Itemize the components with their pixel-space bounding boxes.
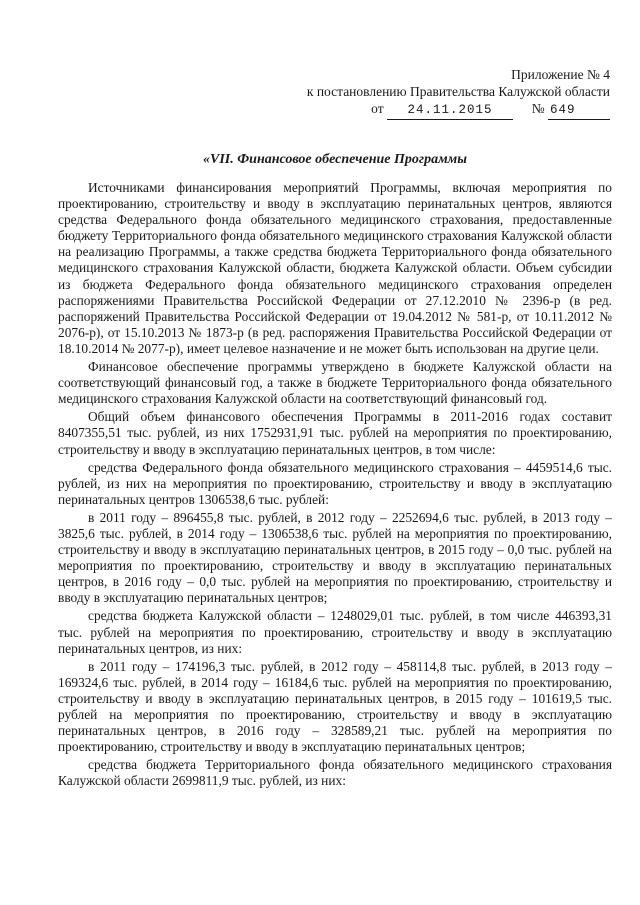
appendix-header (250, 66, 610, 120)
section-body (58, 180, 612, 791)
appendix-label: Приложение № 4 (511, 67, 610, 82)
section-title: «VII. Финансовое обеспечение Программы (203, 152, 467, 167)
resolution-number: 649 (548, 102, 610, 120)
paragraph-budget-approval: Финансовое обеспечение программы утверждено в бюджете Калужской области на соответствующий финансовый год, а также в бюджете Территориального фонда обязательного медицинского страхования Калужской области на соответствующий финансовый год. (58, 359, 612, 407)
paragraph-total-volume: Общий объем финансового обеспечения Программы в 2011-2016 годах составит 8407355,51 тыс. рублей, из них 1752931,91 тыс. рублей на мероприятия по проектированию, строительству и вводу в эксплуатацию перинатальных центров, в том числе: (58, 409, 612, 457)
date-prefix: от (371, 101, 384, 116)
number-prefix: № (531, 101, 545, 116)
paragraph-regional-budget-years: в 2011 году – 174196,3 тыс. рублей, в 2012 году – 458114,8 тыс. рублей, в 2013 году – 169324,6 тыс. рублей, в 2014 году – 16184,6 тыс. рублей на мероприятия по проектированию, строительству и вводу в эксплуатацию перинатальных центров, в 2015 году – 101619,5 тыс. рублей на мероприятия по проектированию, строительству и вводу в эксплуатацию перинатальных центров, в 2016 году – 328589,21 тыс. рублей на мероприятия по проектированию, строительству и вводу в эксплуатацию перинатальных центров; (58, 658, 612, 755)
paragraph-territorial-fund: средства бюджета Территориального фонда обязательного медицинского страхования Калужской области 2699811,9 тыс. рублей, из них: (58, 757, 612, 789)
paragraph-funding-sources: Источниками финансирования мероприятий Программы, включая мероприятия по проектированию, строительству и вводу в эксплуатацию перинатальных центров, являются средства Федерального фонда обязательного медицинского страхования, предоставленные бюджету Территориального фонда обязательного медицинского страхования Калужской области на реализацию Программы, а также средства бюджета Территориального фонда обязательного медицинского страхования Калужской области, бюджета Калужской области. Объем субсидии из бюджета Федерального фонда обязательного медицинского страхования определен распоряжениями Правительства Российской Федерации от 27.12.2010 № 2396-р (в ред. распоряжений Правительства Российской Федерации от 19.04.2012 № 581-р, от 10.11.2012 № 2076-р), от 15.10.2013 № 1873-р (в ред. распоряжения Правительства Российской Федерации от 18.10.2014 № 2077-р), имеет целевое назначение и не может быть использован на другие цели. (58, 180, 612, 356)
resolution-date-number (250, 100, 610, 120)
paragraph-federal-fund: средства Федерального фонда обязательного медицинского страхования – 4459514,6 тыс. рублей, из них на мероприятия по проектированию, строительству и вводу в эксплуатацию перинатальных центров 1306538,6 тыс. рублей: (58, 459, 612, 507)
paragraph-federal-fund-years: в 2011 году – 896455,8 тыс. рублей, в 2012 году – 2252694,6 тыс. рублей, в 2013 году – 3825,6 тыс. рублей, в 2014 году – 1306538,6 тыс. рублей на мероприятия по проектированию, строительству и вводу в эксплуатацию перинатальных центров, в 2015 году – 0,0 тыс. рублей на мероприятия по проектированию, строительству и вводу в эксплуатацию перинатальных центров, в 2016 году – 0,0 тыс. рублей на мероприятия по проектированию, строительству и вводу в эксплуатацию перинатальных центров; (58, 509, 612, 606)
resolution-date: 24.11.2015 (387, 102, 513, 120)
resolution-reference: к постановлению Правительства Калужской области (306, 84, 610, 99)
paragraph-regional-budget: средства бюджета Калужской области – 1248029,01 тыс. рублей, в том числе 446393,31 тыс. рублей на мероприятия по проектированию, строительству и вводу в эксплуатацию перинатальных центров, из них: (58, 608, 612, 656)
